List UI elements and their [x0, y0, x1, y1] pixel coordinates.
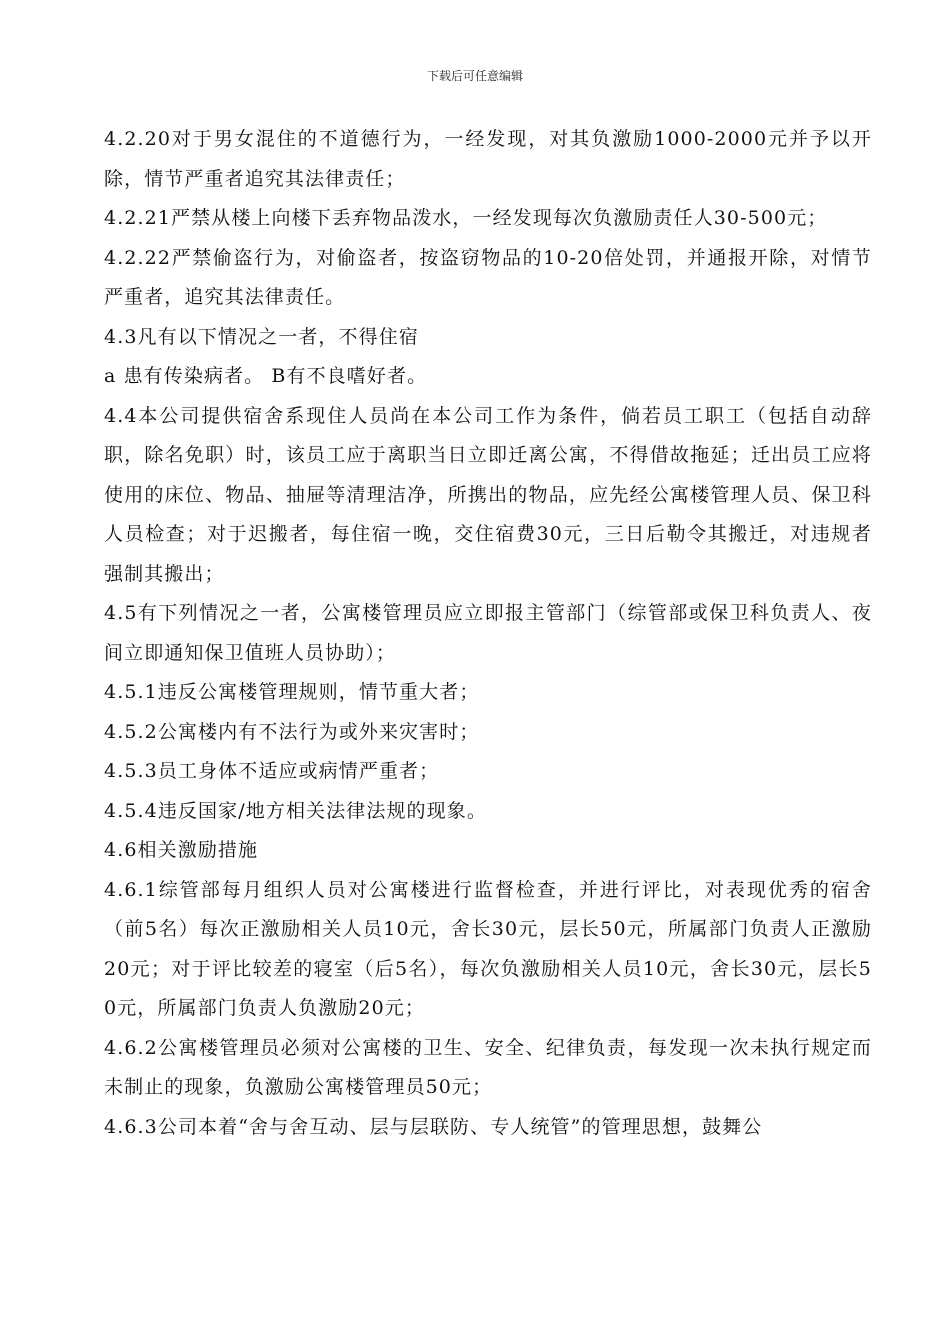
- page-header-note: 下载后可任意编辑: [426, 69, 523, 83]
- clause-4-2-22: 4.2.22严禁偷盗行为，对偷盗者，按盗窃物品的10-20倍处罚，并通报开除，对情节严重者，追究其法律责任。: [104, 246, 872, 308]
- clause-4-5: 4.5有下列情况之一者，公寓楼管理员应立即报主管部门（综管部或保卫科负责人、夜间立即通知保卫值班人员协助）；: [104, 602, 872, 664]
- document-body: [104, 120, 872, 1147]
- clause-4-6-2: 4.6.2公寓楼管理员必须对公寓楼的卫生、安全、纪律负责，每发现一次未执行规定而未制止的现象，负激励公寓楼管理员50元；: [104, 1036, 872, 1098]
- clause-4-5-1: 4.5.1违反公寓楼管理规则，情节重大者；: [104, 681, 480, 703]
- clause-4-6-3: 4.6.3公司本着“舍与舍互动、层与层联防、专人统管”的管理思想，鼓舞公: [104, 1115, 763, 1138]
- clause-4-6-1: 4.6.1综管部每月组织人员对公寓楼进行监督检查，并进行评比，对表现优秀的宿舍（前5名）每次正激励相关人员10元，舍长30元，层长50元，所属部门负责人正激励20元；对于评比较差的寝室（后5名），每次负激励相关人员10元，舍长30元，层长50元，所属部门负责人负激励20元；: [104, 878, 872, 1019]
- clause-4-3: 4.3凡有以下情况之一者，不得住宿: [104, 325, 419, 348]
- clause-4-6: 4.6相关激励措施: [104, 839, 259, 861]
- clause-4-2-21: 4.2.21严禁从楼上向楼下丢弃物品泼水，一经发现每次负激励责任人30-500元；: [104, 207, 828, 229]
- clause-4-2-20: 4.2.20对于男女混住的不道德行为，一经发现，对其负激励1000-2000元并予以开除，情节严重者追究其法律责任；: [104, 128, 872, 190]
- clause-4-5-3: 4.5.3员工身体不适应或病情严重者；: [104, 760, 440, 782]
- clause-4-4: 4.4本公司提供宿舍系现住人员尚在本公司工作为条件，倘若员工职工（包括自动辞职，除名免职）时，该员工应于离职当日立即迁离公寓，不得借故拖延；迁出员工应将使用的床位、物品、抽屉等清理洁净，所携出的物品，应先经公寓楼管理人员、保卫科人员检查；对于迟搬者，每住宿一晚，交住宿费30元，三日后勒令其搬迁，对违规者强制其搬出；: [104, 404, 872, 585]
- clause-4-5-2: 4.5.2公寓楼内有不法行为或外来灾害时；: [104, 720, 480, 743]
- clause-4-3-items: a 患有传染病者。 B有不良嗜好者。: [104, 365, 428, 387]
- clause-4-5-4: 4.5.4违反国家/地方相关法律法规的现象。: [104, 799, 487, 822]
